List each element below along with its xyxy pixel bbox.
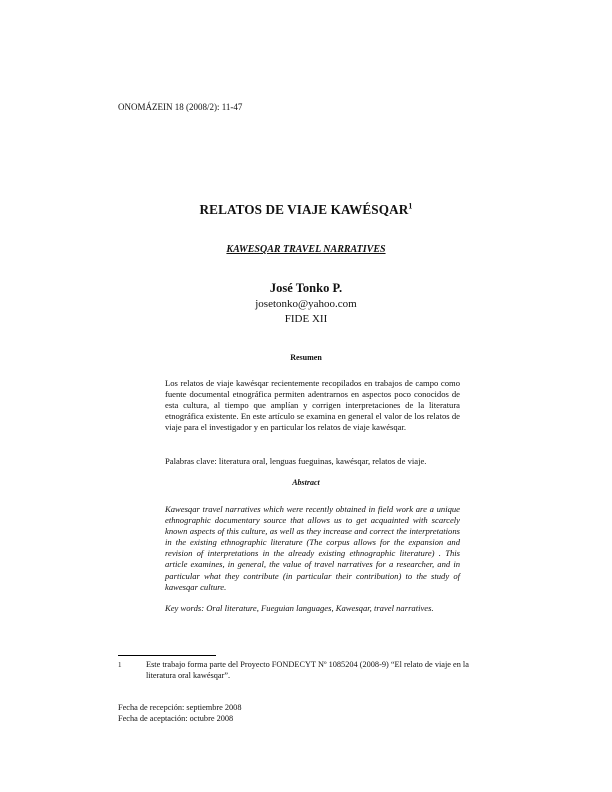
title-footnote-mark: 1	[408, 201, 413, 211]
author-affiliation: FIDE XII	[284, 313, 328, 325]
accepted-date: Fecha de aceptación: octubre 2008	[118, 714, 234, 723]
footnote-text: Este trabajo forma parte del Proyecto FONDECYT Nº 1085204 (2008-9) “El relato de viaje en la literatura oral kawésqar”.	[146, 660, 469, 680]
author-email: josetonko@yahoo.com	[255, 298, 357, 310]
article-title-text: RELATOS DE VIAJE KAWÉSQAR	[199, 202, 409, 217]
abstract-heading: Abstract	[292, 478, 320, 487]
key-words: Key words: Oral literature, Fueguian languages, Kawesqar, travel narratives.	[165, 603, 434, 613]
footnote-mark: 1	[118, 661, 122, 669]
resumen-heading: Resumen	[290, 353, 322, 362]
article-subtitle: KAWESQAR TRAVEL NARRATIVES	[226, 244, 386, 255]
abstract-body: Kawesqar travel narratives which were recently obtained in field work are a unique ethnographic documentary source that allows us to get acquainted with scarcely known aspects of this culture, as well as they increase and correct the interpretations in the existing ethnographic literature (The corpus allows for the expansion and revision of interpretations in the already existing ethnographic literature) . This article examines, in general, the value of travel narratives for a researcher, and in particular what they contribute (in particular their contribution) to the study of kawesqar culture.	[165, 504, 460, 592]
footnote-rule	[118, 655, 216, 656]
article-title	[0, 202, 612, 218]
received-date: Fecha de recepción: septiembre 2008	[118, 703, 242, 712]
resumen-body: Los relatos de viaje kawésqar recientemente recopilados en trabajos de campo como fuente documental etnográfica permiten adentrarnos en aspectos poco conocidos de esta cultura, al tiempo que amplían y corrigen interpretaciones de la literatura etnográfica existente. En este artículo se examina en general el valor de los relatos de viaje para el investigador y en particular los relatos de viaje kawésqar.	[165, 378, 460, 433]
palabras-clave: Palabras clave: literatura oral, lenguas fueguinas, kawésqar, relatos de viaje.	[165, 456, 427, 466]
journal-citation: ONOMÁZEIN 18 (2008/2): 11-47	[118, 102, 243, 112]
author-name: José Tonko P.	[269, 281, 343, 295]
dates-block	[118, 702, 241, 724]
